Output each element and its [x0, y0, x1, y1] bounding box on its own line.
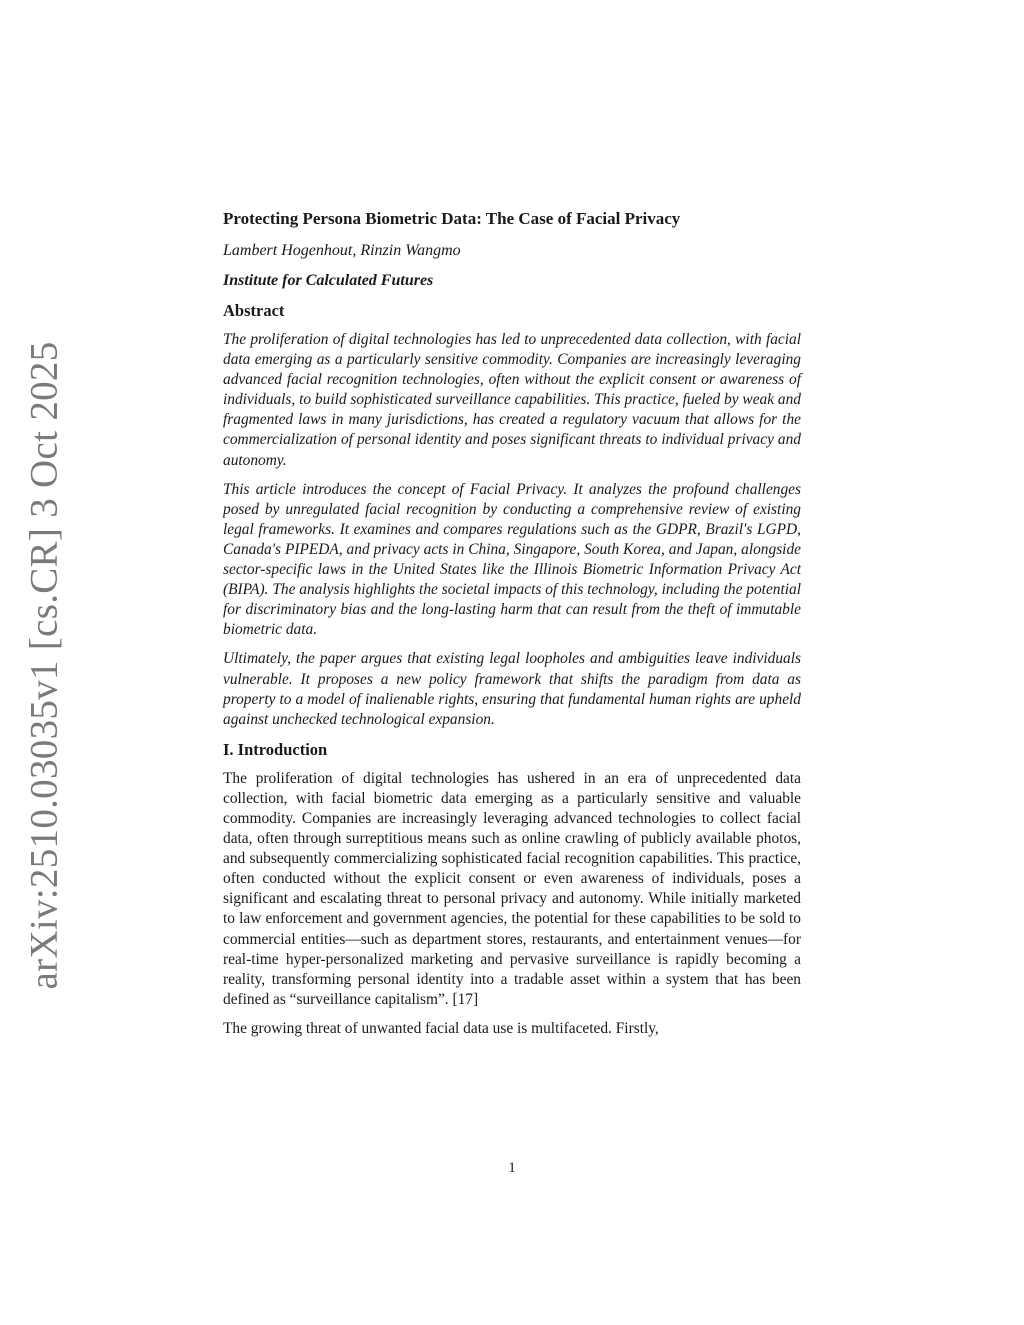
- introduction-heading: I. Introduction: [223, 739, 328, 759]
- introduction-paragraph-1: The proliferation of digital technologies has ushered in an era of unprecedented data collection, with facial biometric data emerging as a particularly sensitive and valuable commodity. Companies are increasingly leveraging advanced technologies to collect facial data, often through surreptitious means such as online crawling of publicly available photos, and subsequently commercializing sophisticated facial recognition capabilities. This practice, often conducted without the explicit consent or even awareness of individuals, poses a significant and escalating threat to personal privacy and autonomy. While initially marketed to law enforcement and government agencies, the potential for these capabilities to be sold to commercial entities—such as department stores, restaurants, and entertainment venues—for real-time hyper-personalized marketing and pervasive surveillance is rapidly becoming a reality, transforming personal identity into a tradable asset within a system that has been defined as “surveillance capitalism”. [17]: [223, 769, 801, 1008]
- paper-institute: Institute for Calculated Futures: [223, 272, 434, 289]
- abstract-paragraph-2: This article introduces the concept of Facial Privacy. It analyzes the profound challenges posed by unregulated facial recognition by conducting a comprehensive review of existing legal frameworks. It examines and compares regulations such as the GDPR, Brazil's LGPD, Canada's PIPEDA, and privacy acts in China, Singapore, South Korea, and Japan, alongside sector-specific laws in the United States like the Illinois Biometric Information Privacy Act (BIPA). The analysis highlights the societal impacts of this technology, including the potential for discriminatory bias and the long-lasting harm that can result from the theft of immutable biometric data.: [223, 480, 801, 639]
- abstract-paragraph-1: The proliferation of digital technologies has led to unprecedented data collection, with facial data emerging as a particularly sensitive commodity. Companies are increasingly leveraging advanced facial recognition technologies, often without the explicit consent or awareness of individuals, to build sophisticated surveillance capabilities. This practice, fueled by weak and fragmented laws in many jurisdictions, has created a regulatory vacuum that allows for the commercialization of personal identity and poses significant threats to individual privacy and autonomy.: [223, 331, 801, 469]
- arxiv-identifier-stamp: [14, 340, 74, 990]
- paper-page-content: [223, 208, 801, 1048]
- introduction-paragraph-2: The growing threat of unwanted facial data use is multifaceted. Firstly,: [223, 1019, 659, 1037]
- paper-title: Protecting Persona Biometric Data: The Case of Facial Privacy: [223, 209, 681, 228]
- arxiv-identifier-text: arXiv:2510.03035v1 [cs.CR] 3 Oct 2025: [22, 340, 66, 990]
- paper-authors: Lambert Hogenhout, Rinzin Wangmo: [223, 242, 461, 259]
- abstract-heading: Abstract: [223, 301, 285, 320]
- page-number: 1: [508, 1160, 516, 1176]
- abstract-paragraph-3: Ultimately, the paper argues that existing legal loopholes and ambiguities leave individuals vulnerable. It proposes a new policy framework that shifts the paradigm from data as property to a model of inalienable rights, ensuring that fundamental human rights are upheld against unchecked technological expansion.: [223, 650, 801, 728]
